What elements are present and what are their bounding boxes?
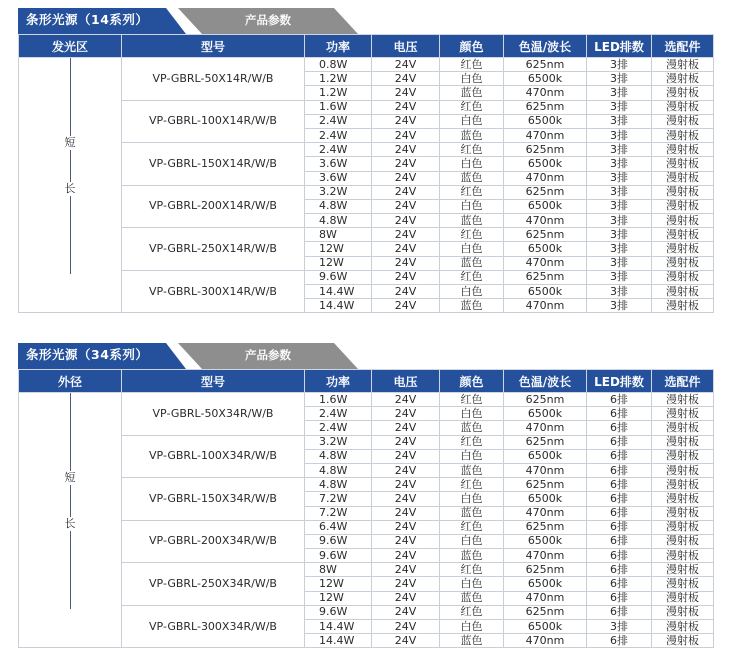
model-cell: VP-GBRL-250X34R/W/B [122, 563, 305, 606]
voltage-cell: 24V [372, 563, 440, 577]
wavelength-cell: 6500k [504, 534, 587, 548]
banner-sub-title: 产品参数 [245, 348, 291, 362]
voltage-cell: 24V [372, 128, 440, 142]
power-cell: 0.8W [305, 58, 372, 72]
power-cell: 8W [305, 228, 372, 242]
color-cell: 红色 [440, 605, 504, 619]
power-cell: 14.4W [305, 634, 372, 648]
accessory-cell: 漫射板 [652, 199, 714, 213]
spec-table [18, 369, 714, 648]
wavelength-cell: 6500k [504, 242, 587, 256]
accessory-cell: 漫射板 [652, 421, 714, 435]
accessory-cell: 漫射板 [652, 185, 714, 199]
column-header: 功率 [305, 370, 372, 393]
wavelength-cell: 625nm [504, 563, 587, 577]
banner-sub-title: 产品参数 [245, 13, 291, 27]
power-cell: 1.2W [305, 72, 372, 86]
wavelength-cell: 6500k [504, 620, 587, 634]
wavelength-cell: 6500k [504, 72, 587, 86]
led-rows-cell: 3排 [587, 199, 652, 213]
wavelength-cell: 470nm [504, 299, 587, 313]
voltage-cell: 24V [372, 478, 440, 492]
led-rows-cell: 6排 [587, 449, 652, 463]
voltage-cell: 24V [372, 299, 440, 313]
model-cell: VP-GBRL-150X14R/W/B [122, 143, 305, 186]
wavelength-cell: 6500k [504, 492, 587, 506]
voltage-cell: 24V [372, 58, 440, 72]
color-cell: 蓝色 [440, 634, 504, 648]
color-cell: 红色 [440, 520, 504, 534]
color-cell: 红色 [440, 58, 504, 72]
led-rows-cell: 6排 [587, 563, 652, 577]
led-rows-cell: 3排 [587, 242, 652, 256]
column-header: 色温/波长 [504, 35, 587, 58]
led-rows-cell: 3排 [587, 58, 652, 72]
model-cell: VP-GBRL-200X34R/W/B [122, 520, 305, 563]
accessory-cell: 漫射板 [652, 463, 714, 477]
color-cell: 红色 [440, 100, 504, 114]
accessory-cell: 漫射板 [652, 270, 714, 284]
accessory-cell: 漫射板 [652, 449, 714, 463]
accessory-cell: 漫射板 [652, 634, 714, 648]
led-rows-cell: 6排 [587, 605, 652, 619]
accessory-cell: 漫射板 [652, 435, 714, 449]
model-cell: VP-GBRL-200X14R/W/B [122, 185, 305, 228]
color-cell: 蓝色 [440, 256, 504, 270]
area-label: 长 [64, 517, 76, 530]
power-cell: 14.4W [305, 299, 372, 313]
accessory-cell: 漫射板 [652, 407, 714, 421]
accessory-cell: 漫射板 [652, 492, 714, 506]
power-cell: 1.6W [305, 393, 372, 407]
led-rows-cell: 6排 [587, 478, 652, 492]
color-cell: 红色 [440, 478, 504, 492]
voltage-cell: 24V [372, 199, 440, 213]
banner-main-title: 条形光源（14系列） [26, 12, 149, 27]
power-cell: 3.2W [305, 185, 372, 199]
wavelength-cell: 6500k [504, 577, 587, 591]
accessory-cell: 漫射板 [652, 506, 714, 520]
led-rows-cell: 6排 [587, 463, 652, 477]
power-cell: 12W [305, 577, 372, 591]
led-rows-cell: 3排 [587, 620, 652, 634]
wavelength-cell: 625nm [504, 270, 587, 284]
color-cell: 蓝色 [440, 549, 504, 563]
led-rows-cell: 3排 [587, 214, 652, 228]
color-cell: 红色 [440, 228, 504, 242]
section-banner [18, 8, 713, 34]
color-cell: 白色 [440, 577, 504, 591]
table-header-row [19, 35, 714, 58]
power-cell: 4.8W [305, 449, 372, 463]
table-row [19, 228, 714, 242]
wavelength-cell: 470nm [504, 463, 587, 477]
led-rows-cell: 6排 [587, 534, 652, 548]
accessory-cell: 漫射板 [652, 549, 714, 563]
accessory-cell: 漫射板 [652, 520, 714, 534]
wavelength-cell: 470nm [504, 549, 587, 563]
wavelength-cell: 625nm [504, 435, 587, 449]
short-long-indicator [19, 393, 121, 647]
wavelength-cell: 470nm [504, 506, 587, 520]
accessory-cell: 漫射板 [652, 242, 714, 256]
wavelength-cell: 6500k [504, 449, 587, 463]
led-rows-cell: 3排 [587, 285, 652, 299]
voltage-cell: 24V [372, 86, 440, 100]
led-rows-cell: 6排 [587, 506, 652, 520]
led-rows-cell: 3排 [587, 100, 652, 114]
accessory-cell: 漫射板 [652, 534, 714, 548]
banner-main-title: 条形光源（34系列） [26, 347, 149, 362]
axis-line [70, 531, 71, 609]
voltage-cell: 24V [372, 506, 440, 520]
power-cell: 6.4W [305, 520, 372, 534]
power-cell: 2.4W [305, 421, 372, 435]
color-cell: 白色 [440, 157, 504, 171]
accessory-cell: 漫射板 [652, 157, 714, 171]
wavelength-cell: 470nm [504, 256, 587, 270]
voltage-cell: 24V [372, 577, 440, 591]
power-cell: 4.8W [305, 199, 372, 213]
model-cell: VP-GBRL-100X34R/W/B [122, 435, 305, 478]
voltage-cell: 24V [372, 492, 440, 506]
axis-line [70, 485, 71, 517]
power-cell: 8W [305, 563, 372, 577]
power-cell: 1.2W [305, 86, 372, 100]
color-cell: 红色 [440, 435, 504, 449]
table-row [19, 605, 714, 619]
led-rows-cell: 3排 [587, 299, 652, 313]
wavelength-cell: 6500k [504, 407, 587, 421]
accessory-cell: 漫射板 [652, 563, 714, 577]
wavelength-cell: 470nm [504, 421, 587, 435]
area-label: 短 [64, 471, 76, 484]
model-cell: VP-GBRL-50X14R/W/B [122, 58, 305, 101]
led-rows-cell: 3排 [587, 72, 652, 86]
column-header: 色温/波长 [504, 370, 587, 393]
voltage-cell: 24V [372, 634, 440, 648]
led-rows-cell: 6排 [587, 549, 652, 563]
voltage-cell: 24V [372, 256, 440, 270]
power-cell: 7.2W [305, 506, 372, 520]
accessory-cell: 漫射板 [652, 114, 714, 128]
short-long-indicator [19, 58, 121, 312]
power-cell: 12W [305, 591, 372, 605]
color-cell: 白色 [440, 620, 504, 634]
wavelength-cell: 625nm [504, 143, 587, 157]
voltage-cell: 24V [372, 228, 440, 242]
color-cell: 蓝色 [440, 299, 504, 313]
wavelength-cell: 625nm [504, 605, 587, 619]
spec-table [18, 34, 714, 313]
led-rows-cell: 6排 [587, 407, 652, 421]
voltage-cell: 24V [372, 407, 440, 421]
wavelength-cell: 6500k [504, 285, 587, 299]
color-cell: 红色 [440, 393, 504, 407]
table-row [19, 435, 714, 449]
color-cell: 蓝色 [440, 86, 504, 100]
power-cell: 9.6W [305, 605, 372, 619]
model-cell: VP-GBRL-300X34R/W/B [122, 605, 305, 648]
axis-line [70, 393, 71, 471]
voltage-cell: 24V [372, 285, 440, 299]
color-cell: 白色 [440, 72, 504, 86]
column-header: LED排数 [587, 370, 652, 393]
wavelength-cell: 470nm [504, 86, 587, 100]
power-cell: 9.6W [305, 549, 372, 563]
color-cell: 白色 [440, 449, 504, 463]
led-rows-cell: 3排 [587, 157, 652, 171]
led-rows-cell: 3排 [587, 143, 652, 157]
area-cell [19, 393, 122, 648]
power-cell: 4.8W [305, 214, 372, 228]
voltage-cell: 24V [372, 185, 440, 199]
color-cell: 白色 [440, 114, 504, 128]
color-cell: 蓝色 [440, 214, 504, 228]
column-header: 颜色 [440, 35, 504, 58]
section-banner [18, 343, 713, 369]
led-rows-cell: 3排 [587, 256, 652, 270]
table-row [19, 143, 714, 157]
accessory-cell: 漫射板 [652, 86, 714, 100]
accessory-cell: 漫射板 [652, 228, 714, 242]
power-cell: 4.8W [305, 463, 372, 477]
banner-sub-tab [178, 8, 358, 34]
color-cell: 红色 [440, 143, 504, 157]
area-label: 短 [64, 136, 76, 149]
wavelength-cell: 470nm [504, 634, 587, 648]
voltage-cell: 24V [372, 463, 440, 477]
wavelength-cell: 625nm [504, 520, 587, 534]
led-rows-cell: 6排 [587, 421, 652, 435]
voltage-cell: 24V [372, 435, 440, 449]
banner-sub-tab [178, 343, 358, 369]
axis-line [70, 196, 71, 274]
voltage-cell: 24V [372, 214, 440, 228]
wavelength-cell: 625nm [504, 58, 587, 72]
led-rows-cell: 6排 [587, 435, 652, 449]
accessory-cell: 漫射板 [652, 620, 714, 634]
wavelength-cell: 6500k [504, 114, 587, 128]
accessory-cell: 漫射板 [652, 58, 714, 72]
power-cell: 9.6W [305, 534, 372, 548]
wavelength-cell: 470nm [504, 171, 587, 185]
color-cell: 红色 [440, 563, 504, 577]
color-cell: 蓝色 [440, 171, 504, 185]
model-cell: VP-GBRL-300X14R/W/B [122, 270, 305, 313]
banner-main-tab [18, 343, 186, 369]
wavelength-cell: 470nm [504, 214, 587, 228]
table-row [19, 58, 714, 72]
led-rows-cell: 6排 [587, 393, 652, 407]
wavelength-cell: 470nm [504, 591, 587, 605]
wavelength-cell: 625nm [504, 185, 587, 199]
voltage-cell: 24V [372, 393, 440, 407]
power-cell: 3.6W [305, 157, 372, 171]
power-cell: 3.2W [305, 435, 372, 449]
accessory-cell: 漫射板 [652, 299, 714, 313]
voltage-cell: 24V [372, 114, 440, 128]
voltage-cell: 24V [372, 591, 440, 605]
column-header: 电压 [372, 35, 440, 58]
power-cell: 14.4W [305, 285, 372, 299]
wavelength-cell: 625nm [504, 228, 587, 242]
power-cell: 9.6W [305, 270, 372, 284]
led-rows-cell: 6排 [587, 520, 652, 534]
column-header: 型号 [122, 35, 305, 58]
wavelength-cell: 6500k [504, 157, 587, 171]
led-rows-cell: 6排 [587, 492, 652, 506]
color-cell: 蓝色 [440, 421, 504, 435]
voltage-cell: 24V [372, 549, 440, 563]
color-cell: 蓝色 [440, 591, 504, 605]
model-cell: VP-GBRL-100X14R/W/B [122, 100, 305, 143]
table-row [19, 185, 714, 199]
power-cell: 1.6W [305, 100, 372, 114]
column-header: 电压 [372, 370, 440, 393]
voltage-cell: 24V [372, 534, 440, 548]
column-header: 选配件 [652, 35, 714, 58]
area-label: 长 [64, 182, 76, 195]
color-cell: 蓝色 [440, 506, 504, 520]
color-cell: 红色 [440, 270, 504, 284]
voltage-cell: 24V [372, 242, 440, 256]
led-rows-cell: 6排 [587, 591, 652, 605]
column-header: 外径 [19, 370, 122, 393]
section-14-series [18, 8, 713, 313]
power-cell: 7.2W [305, 492, 372, 506]
axis-line [70, 150, 71, 182]
voltage-cell: 24V [372, 449, 440, 463]
section-34-series [18, 343, 713, 648]
area-cell [19, 58, 122, 313]
voltage-cell: 24V [372, 421, 440, 435]
voltage-cell: 24V [372, 171, 440, 185]
voltage-cell: 24V [372, 605, 440, 619]
power-cell: 2.4W [305, 143, 372, 157]
color-cell: 白色 [440, 242, 504, 256]
power-cell: 3.6W [305, 171, 372, 185]
accessory-cell: 漫射板 [652, 100, 714, 114]
wavelength-cell: 625nm [504, 478, 587, 492]
color-cell: 蓝色 [440, 463, 504, 477]
voltage-cell: 24V [372, 143, 440, 157]
led-rows-cell: 6排 [587, 577, 652, 591]
power-cell: 12W [305, 256, 372, 270]
accessory-cell: 漫射板 [652, 171, 714, 185]
wavelength-cell: 625nm [504, 393, 587, 407]
led-rows-cell: 3排 [587, 171, 652, 185]
accessory-cell: 漫射板 [652, 256, 714, 270]
voltage-cell: 24V [372, 620, 440, 634]
power-cell: 12W [305, 242, 372, 256]
column-header: 颜色 [440, 370, 504, 393]
accessory-cell: 漫射板 [652, 393, 714, 407]
power-cell: 2.4W [305, 128, 372, 142]
voltage-cell: 24V [372, 100, 440, 114]
table-row [19, 520, 714, 534]
table-row [19, 478, 714, 492]
power-cell: 4.8W [305, 478, 372, 492]
wavelength-cell: 6500k [504, 199, 587, 213]
color-cell: 白色 [440, 492, 504, 506]
color-cell: 白色 [440, 407, 504, 421]
power-cell: 14.4W [305, 620, 372, 634]
power-cell: 2.4W [305, 114, 372, 128]
accessory-cell: 漫射板 [652, 72, 714, 86]
wavelength-cell: 470nm [504, 128, 587, 142]
color-cell: 白色 [440, 285, 504, 299]
voltage-cell: 24V [372, 520, 440, 534]
accessory-cell: 漫射板 [652, 605, 714, 619]
color-cell: 白色 [440, 534, 504, 548]
model-cell: VP-GBRL-150X34R/W/B [122, 478, 305, 521]
column-header: 发光区 [19, 35, 122, 58]
table-row [19, 563, 714, 577]
led-rows-cell: 6排 [587, 634, 652, 648]
table-row [19, 100, 714, 114]
accessory-cell: 漫射板 [652, 577, 714, 591]
accessory-cell: 漫射板 [652, 143, 714, 157]
color-cell: 红色 [440, 185, 504, 199]
table-row [19, 393, 714, 407]
voltage-cell: 24V [372, 270, 440, 284]
led-rows-cell: 3排 [587, 128, 652, 142]
table-header-row [19, 370, 714, 393]
voltage-cell: 24V [372, 72, 440, 86]
power-cell: 2.4W [305, 407, 372, 421]
color-cell: 蓝色 [440, 128, 504, 142]
led-rows-cell: 3排 [587, 86, 652, 100]
table-row [19, 270, 714, 284]
led-rows-cell: 3排 [587, 185, 652, 199]
accessory-cell: 漫射板 [652, 214, 714, 228]
column-header: 选配件 [652, 370, 714, 393]
column-header: 功率 [305, 35, 372, 58]
axis-line [70, 58, 71, 136]
led-rows-cell: 3排 [587, 114, 652, 128]
column-header: LED排数 [587, 35, 652, 58]
color-cell: 白色 [440, 199, 504, 213]
model-cell: VP-GBRL-250X14R/W/B [122, 228, 305, 271]
accessory-cell: 漫射板 [652, 591, 714, 605]
accessory-cell: 漫射板 [652, 285, 714, 299]
accessory-cell: 漫射板 [652, 128, 714, 142]
led-rows-cell: 3排 [587, 228, 652, 242]
banner-main-tab [18, 8, 186, 34]
accessory-cell: 漫射板 [652, 478, 714, 492]
model-cell: VP-GBRL-50X34R/W/B [122, 393, 305, 436]
voltage-cell: 24V [372, 157, 440, 171]
led-rows-cell: 3排 [587, 270, 652, 284]
wavelength-cell: 625nm [504, 100, 587, 114]
column-header: 型号 [122, 370, 305, 393]
